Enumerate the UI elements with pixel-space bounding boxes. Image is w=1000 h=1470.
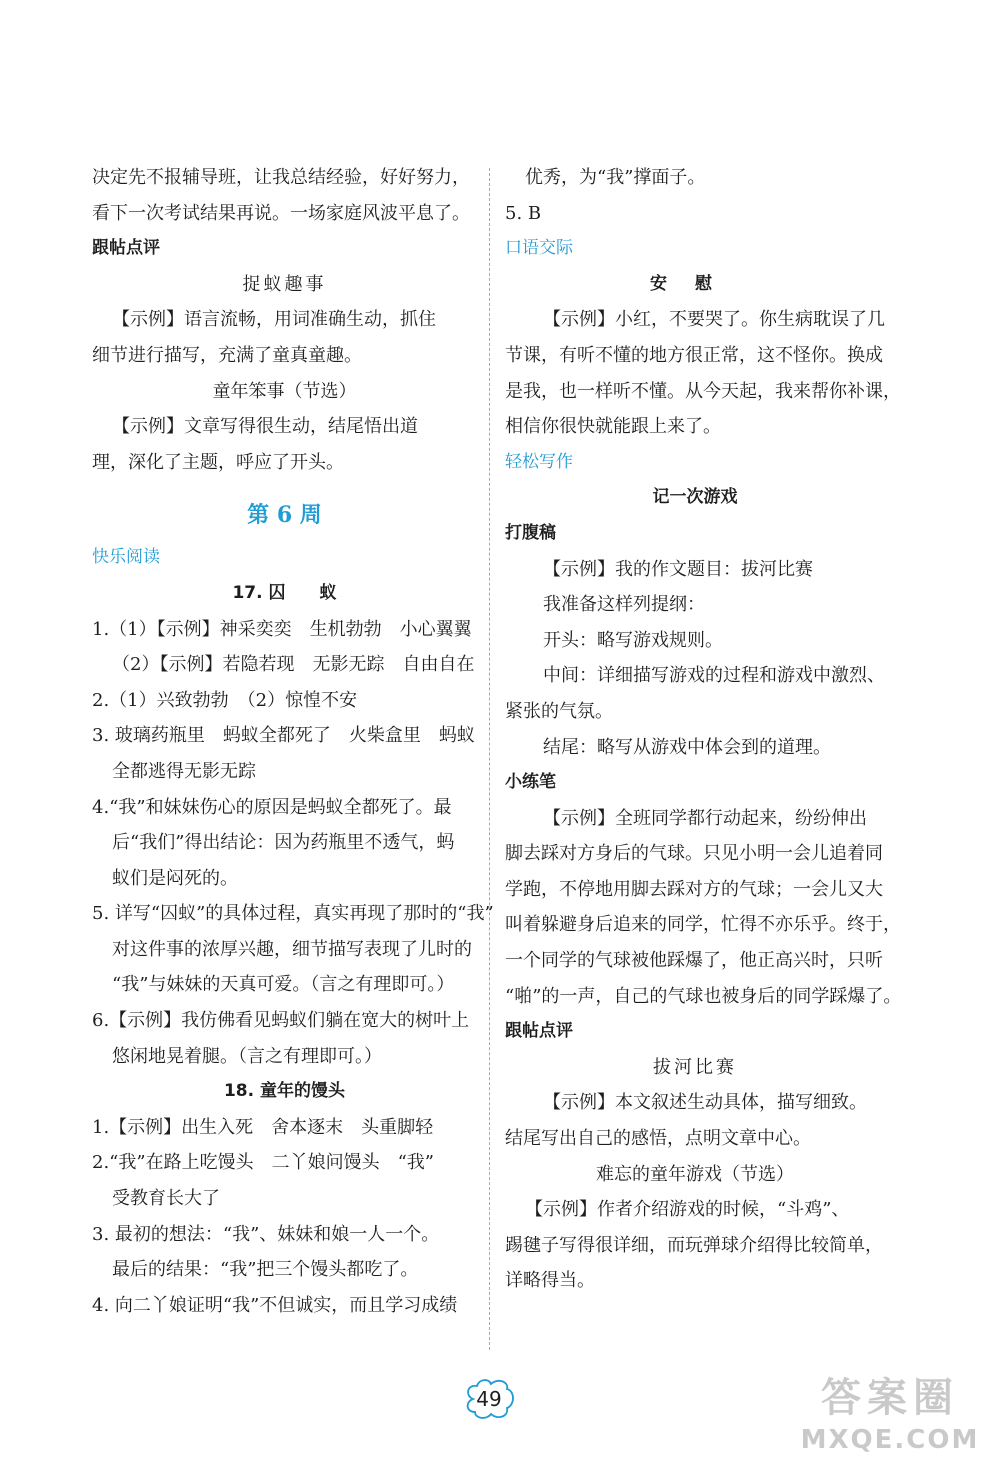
answer-line: 3. 玻璃药瓶里 蚂蚁全都死了 火柴盒里 蚂蚁	[92, 725, 475, 747]
section-heading-gentie: 跟帖点评	[505, 1021, 573, 1042]
week-heading: 第 6 周	[247, 502, 322, 529]
watermark-url: MXQE.COM	[800, 1425, 980, 1455]
article-title-anwei: 安慰	[650, 273, 740, 294]
text-line: 是我，也一样听不懂。从今天起，我来帮你补课，	[505, 380, 901, 402]
answer-line: 受教育长大了	[112, 1188, 220, 1210]
text-line: 【示例】我的作文题目：拔河比赛	[543, 558, 813, 580]
text-line: 【示例】作者介绍游戏的时候，“斗鸡”、	[525, 1199, 850, 1221]
text-line: 理，深化了主题，呼应了开头。	[92, 451, 344, 473]
text-line: 紧张的气氛。	[505, 700, 613, 722]
answer-line: 全都逃得无影无踪	[112, 760, 256, 782]
answer-line: 后“我们”得出结论：因为药瓶里不透气，蚂	[112, 832, 455, 854]
right-column	[505, 160, 902, 1299]
answer-line: 优秀，为“我”撑面子。	[525, 167, 706, 188]
text-line: 节课，有听不懂的地方很正常，这不怪你。换成	[505, 344, 883, 366]
text-line: 【示例】全班同学都行动起来，纷纷伸出	[543, 807, 867, 829]
text-line: 【示例】语言流畅，用词准确生动，抓住	[112, 309, 436, 331]
column-divider	[489, 168, 490, 1350]
answer-line: （2）【示例】若隐若现 无影无踪 自由自在	[112, 654, 475, 676]
answer-line: 5. B	[505, 202, 542, 224]
section-heading-qingsong: 轻松写作	[505, 451, 573, 472]
text-line: 我准备这样列提纲：	[543, 594, 705, 616]
text-line: 中间：详细描写游戏的过程和游戏中激烈、	[543, 665, 885, 687]
answer-line: 4.“我”和妹妹伤心的原因是蚂蚁全都死了。最	[92, 796, 452, 818]
watermark	[790, 1372, 990, 1468]
answer-line: 最后的结果：“我”把三个馒头都吃了。	[112, 1259, 419, 1281]
answer-line: 6.【示例】我仿佛看见蚂蚁们躺在宽大的树叶上	[92, 1010, 470, 1032]
text-line: 叫着躲避身后追来的同学，忙得不亦乐乎。终于，	[505, 914, 901, 936]
answer-line: 5. 详写“囚蚁”的具体过程，真实再现了那时的“我”	[92, 903, 494, 925]
article-title-bahe: 拔河比赛	[653, 1056, 737, 1078]
text-line: 脚去踩对方身后的气球。只见小明一会儿追着同	[505, 843, 883, 865]
text-line: 看下一次考试结果再说。一场家庭风波平息了。	[92, 202, 470, 224]
text-line: 【示例】文章写得很生动，结尾悟出道	[112, 416, 418, 438]
article-title-youxi: 记一次游戏	[652, 487, 738, 508]
section-heading-xiaolianbi: 小练笔	[505, 772, 556, 793]
page-number: 49	[476, 1387, 502, 1411]
answer-line: 悠闲地晃着腿。（言之有理即可。）	[112, 1045, 382, 1067]
text-line: 【示例】小红，不要哭了。你生病耽误了几	[543, 309, 885, 331]
text-line: 踢毽子写得很详细，而玩弹球介绍得比较简单，	[505, 1234, 883, 1256]
answer-line: 1.【示例】出生入死 舍本逐末 头重脚轻	[92, 1116, 434, 1138]
answer-line: 蚁们是闷死的。	[112, 867, 238, 889]
text-line: 详略得当。	[505, 1270, 595, 1292]
text-line: 结尾：略写从游戏中体会到的道理。	[543, 736, 831, 758]
text-line: 开头：略写游戏规则。	[543, 629, 723, 651]
text-line: 结尾写出自己的感悟，点明文章中心。	[505, 1128, 811, 1150]
article-title-18: 18. 童年的馒头	[223, 1081, 346, 1102]
answer-line: 2.“我”在路上吃馒头 二丫娘问馒头 “我”	[92, 1152, 434, 1174]
article-title-nanwang: 难忘的童年游戏（节选）	[596, 1163, 794, 1185]
page-number-badge	[463, 1378, 515, 1420]
section-heading-dafugao: 打腹稿	[505, 522, 556, 543]
answer-line: “我”与妹妹的天真可爱。（言之有理即可。）	[112, 974, 455, 996]
section-heading-kuaile: 快乐阅读	[92, 547, 160, 568]
text-line: 细节进行描写，充满了童真童趣。	[92, 344, 362, 366]
article-title-tongnian: 童年笨事（节选）	[212, 380, 357, 402]
text-line: 一个同学的气球被他踩爆了，他正高兴时，只听	[505, 950, 883, 972]
text-line: 学跑，不停地用脚去踩对方的气球；一会儿又大	[505, 878, 883, 900]
article-title-17: 17. 囚 蚁	[232, 582, 337, 603]
text-line: “啪”的一声，自己的气球也被身后的同学踩爆了。	[505, 985, 902, 1007]
answer-line: 2.（1）兴致勃勃 （2）惊惶不安	[92, 689, 358, 711]
answer-line: 对这件事的浓厚兴趣，细节描写表现了儿时的	[112, 938, 472, 960]
answer-line: 3. 最初的想法：“我”、妹妹和娘一人一个。	[92, 1223, 440, 1245]
answer-line: 4. 向二丫娘证明“我”不但诚实，而且学习成绩	[92, 1294, 458, 1316]
left-column	[92, 160, 494, 1323]
answer-line: 1.（1）【示例】神采奕奕 生机勃勃 小心翼翼	[92, 618, 472, 640]
text-line: 【示例】本文叙述生动具体，描写细致。	[543, 1092, 867, 1114]
section-heading-gentie: 跟帖点评	[92, 238, 160, 259]
watermark-logo: 答案圈	[821, 1375, 959, 1421]
article-title-zhuoyi: 捉蚁趣事	[242, 273, 327, 295]
text-line: 相信你很快就能跟上来了。	[505, 416, 721, 438]
section-heading-kouyu: 口语交际	[505, 238, 573, 259]
text-line: 决定先不报辅导班，让我总结经验，好好努力，	[92, 167, 470, 188]
